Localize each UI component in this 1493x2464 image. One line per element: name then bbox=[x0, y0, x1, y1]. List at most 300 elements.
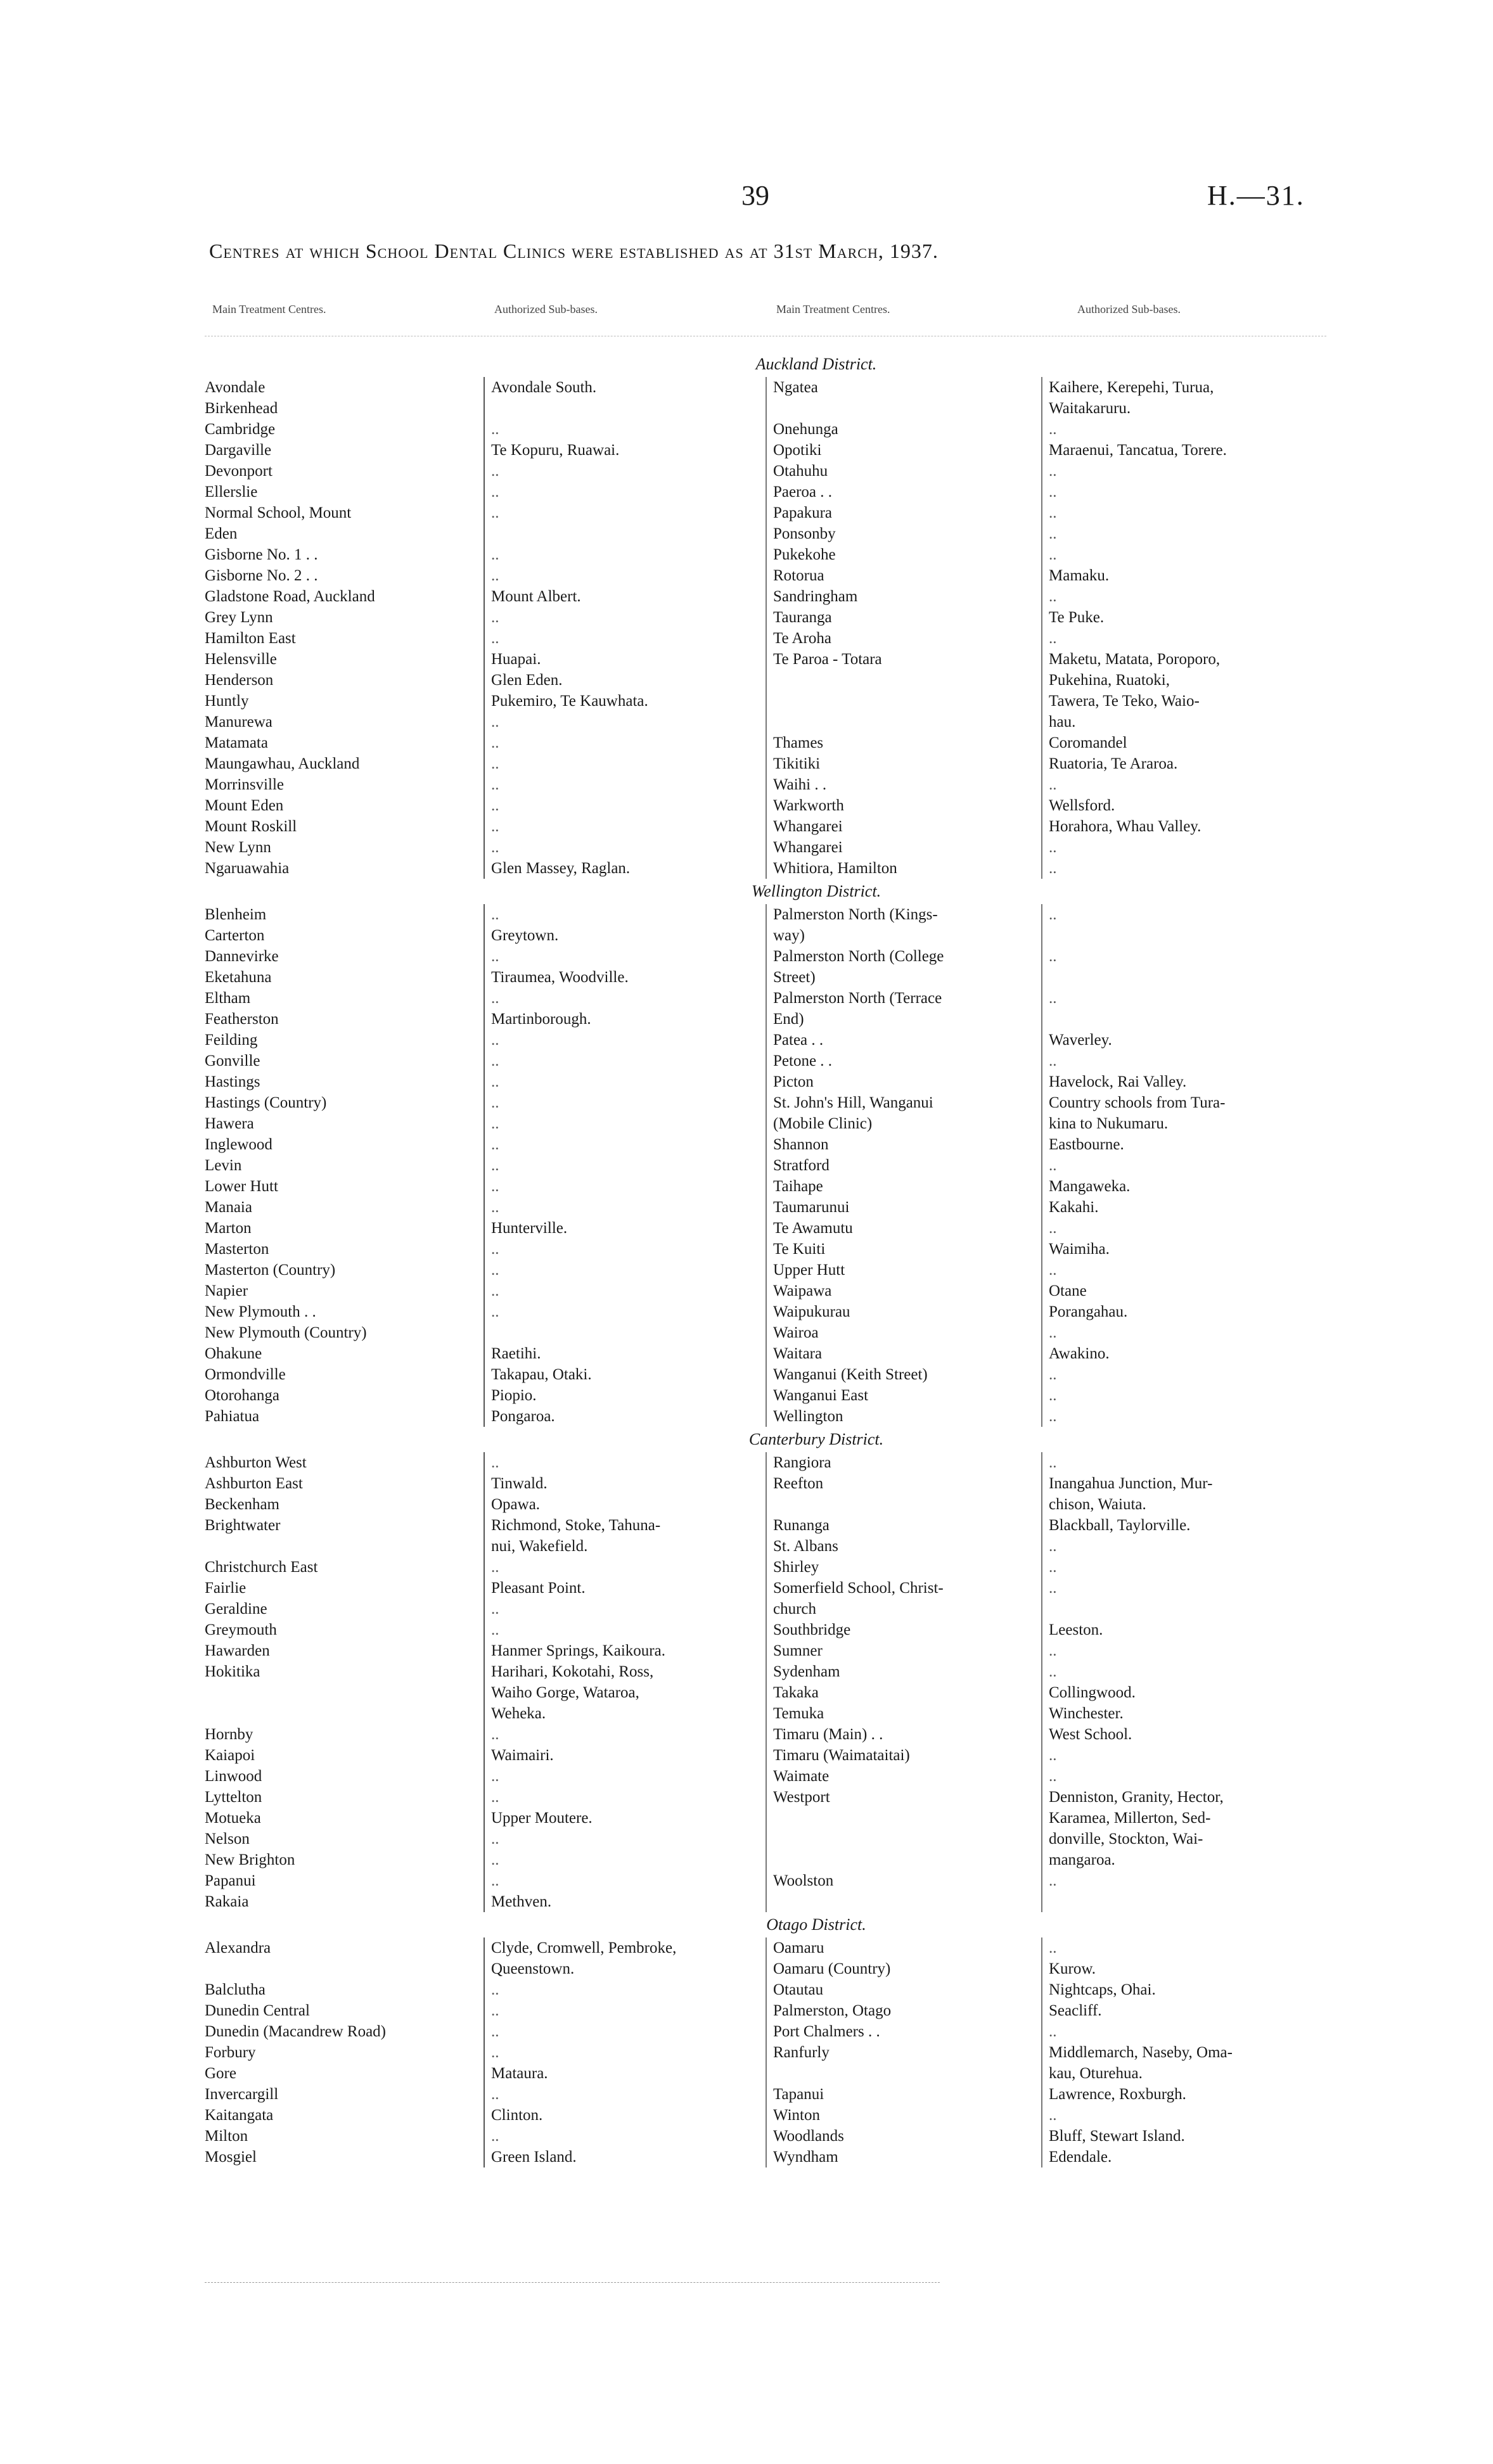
sub-base-cell: .. bbox=[484, 1280, 766, 1301]
table-row bbox=[205, 691, 1326, 712]
main-centre-cell: New Brighton bbox=[205, 1851, 295, 1868]
sub-base-cell: Karamea, Millerton, Sed- bbox=[1041, 1808, 1326, 1829]
sub-base-cell: .. bbox=[1041, 1661, 1326, 1682]
sub-base-cell: Harihari, Kokotahi, Ross, bbox=[484, 1661, 766, 1682]
main-centre-cell: Eltham bbox=[205, 990, 251, 1007]
main-centre-cell: Papanui bbox=[205, 1872, 256, 1889]
bottom-divider bbox=[205, 2282, 940, 2283]
sub-base-cell: .. bbox=[1041, 1557, 1326, 1578]
table-row bbox=[205, 1682, 1326, 1703]
sub-base-cell: .. bbox=[1041, 904, 1326, 925]
sub-base-cell: .. bbox=[484, 1050, 766, 1071]
sub-base-cell: .. bbox=[484, 2042, 766, 2063]
sub-base-cell: .. bbox=[1041, 1406, 1326, 1427]
sub-base-cell: .. bbox=[1041, 1364, 1326, 1385]
sub-base-cell: .. bbox=[1041, 461, 1326, 482]
main-centre-cell: Hastings bbox=[205, 1073, 260, 1090]
sub-base-cell: Edendale. bbox=[1041, 2147, 1326, 2167]
main-centre-cell: Masterton bbox=[205, 1241, 269, 1258]
sub-base-cell: Methven. bbox=[484, 1891, 766, 1912]
table-row bbox=[205, 1239, 1326, 1260]
main-centre-cell bbox=[766, 670, 1041, 691]
sub-base-cell: Ruatoria, Te Araroa. bbox=[1041, 753, 1326, 774]
main-centre-cell: Petone . . bbox=[766, 1050, 1041, 1071]
main-centre-cell: Kaitangata bbox=[205, 2107, 274, 2124]
main-centre-cell bbox=[766, 1494, 1041, 1515]
sub-base-cell: .. bbox=[484, 461, 766, 482]
sub-base-cell: .. bbox=[1041, 946, 1326, 967]
main-centre-cell: Ponsonby bbox=[766, 523, 1041, 544]
main-centre-cell: Brightwater bbox=[205, 1517, 281, 1534]
table-row bbox=[205, 1009, 1326, 1030]
sub-base-cell: .. bbox=[484, 2084, 766, 2105]
table-row bbox=[205, 1870, 1326, 1891]
main-centre-cell: Whitiora, Hamilton bbox=[766, 858, 1041, 879]
sub-base-cell: Greytown. bbox=[484, 925, 766, 946]
main-centre-cell: Palmerston North (College bbox=[766, 946, 1041, 967]
sub-base-cell: .. bbox=[1041, 544, 1326, 565]
table-row bbox=[205, 1958, 1326, 1979]
table-row bbox=[205, 1787, 1326, 1808]
main-centre-cell: Greymouth bbox=[205, 1621, 277, 1638]
sub-base-cell: .. bbox=[1041, 1218, 1326, 1239]
table-row bbox=[205, 1599, 1326, 1619]
sub-base-cell: Kakahi. bbox=[1041, 1197, 1326, 1218]
sub-base-cell: .. bbox=[484, 565, 766, 586]
main-centre-cell: End) bbox=[766, 1009, 1041, 1030]
table-row bbox=[205, 1979, 1326, 2000]
sub-base-cell: .. bbox=[1041, 1536, 1326, 1557]
main-centre-cell: Papakura bbox=[766, 502, 1041, 523]
main-centre-cell: Balclutha bbox=[205, 1981, 266, 1998]
page-number: 39 bbox=[741, 180, 769, 211]
main-centre-cell: Tauranga bbox=[766, 607, 1041, 628]
main-centre-cell: Ormondville bbox=[205, 1366, 286, 1383]
main-centre-cell: Blenheim bbox=[205, 906, 267, 923]
main-centre-cell: Ngaruawahia bbox=[205, 860, 290, 877]
main-centre-cell: Manurewa bbox=[205, 713, 272, 731]
main-centre-cell: Geraldine bbox=[205, 1600, 267, 1618]
main-centre-cell: Normal School, Mount bbox=[205, 504, 352, 521]
main-centre-cell: Gisborne No. 2 . . bbox=[205, 567, 318, 584]
sub-base-cell: Middlemarch, Naseby, Oma- bbox=[1041, 2042, 1326, 2063]
sub-base-cell: .. bbox=[1041, 502, 1326, 523]
main-centre-cell: New Plymouth . . bbox=[205, 1303, 316, 1320]
sub-base-cell: Weheka. bbox=[484, 1703, 766, 1724]
sub-base-cell: Upper Moutere. bbox=[484, 1808, 766, 1829]
main-centre-cell: Inglewood bbox=[205, 1136, 272, 1153]
sub-base-cell: Clyde, Cromwell, Pembroke, bbox=[484, 1937, 766, 1958]
sub-base-cell: Inangahua Junction, Mur- bbox=[1041, 1473, 1326, 1494]
table-row bbox=[205, 419, 1326, 440]
col-header-main-2: Main Treatment Centres. bbox=[776, 303, 890, 316]
table-row bbox=[205, 1891, 1326, 1912]
sub-base-cell: .. bbox=[484, 1301, 766, 1322]
sub-base-cell: .. bbox=[1041, 628, 1326, 649]
sub-base-cell: Maketu, Matata, Poroporo, bbox=[1041, 649, 1326, 670]
sub-base-cell: .. bbox=[484, 904, 766, 925]
main-centre-cell: Grey Lynn bbox=[205, 609, 273, 626]
table-row bbox=[205, 1808, 1326, 1829]
main-centre-cell: Motueka bbox=[205, 1810, 261, 1827]
col-header-sub-2: Authorized Sub-bases. bbox=[1077, 303, 1181, 316]
table-row bbox=[205, 1322, 1326, 1343]
main-centre-cell: Takaka bbox=[766, 1682, 1041, 1703]
table-row bbox=[205, 377, 1326, 398]
main-centre-cell: Westport bbox=[766, 1787, 1041, 1808]
main-centre-cell: Maungawhau, Auckland bbox=[205, 755, 360, 772]
sub-base-cell: Te Kopuru, Ruawai. bbox=[484, 440, 766, 461]
main-centre-cell bbox=[766, 1891, 1041, 1912]
table-row bbox=[205, 904, 1326, 925]
sub-base-cell: Pongaroa. bbox=[484, 1406, 766, 1427]
table-row bbox=[205, 1829, 1326, 1849]
main-centre-cell: Ohakune bbox=[205, 1345, 262, 1362]
main-centre-cell: Palmerston North (Kings- bbox=[766, 904, 1041, 925]
main-centre-cell: Taumarunui bbox=[766, 1197, 1041, 1218]
main-centre-cell: Eden bbox=[205, 525, 238, 542]
sub-base-cell: Opawa. bbox=[484, 1494, 766, 1515]
table-row bbox=[205, 2147, 1326, 2167]
sub-base-cell: .. bbox=[484, 1979, 766, 2000]
table-row bbox=[205, 2042, 1326, 2063]
main-centre-cell: Timaru (Main) . . bbox=[766, 1724, 1041, 1745]
sub-base-cell bbox=[1041, 1891, 1326, 1912]
main-centre-cell: Te Kuiti bbox=[766, 1239, 1041, 1260]
main-centre-cell: St. John's Hill, Wanganui bbox=[766, 1092, 1041, 1113]
sub-base-cell: Hanmer Springs, Kaikoura. bbox=[484, 1640, 766, 1661]
table-row bbox=[205, 1703, 1326, 1724]
sub-base-cell: Wellsford. bbox=[1041, 795, 1326, 816]
table-row bbox=[205, 1619, 1326, 1640]
main-centre-cell: way) bbox=[766, 925, 1041, 946]
district-heading: Wellington District. bbox=[751, 882, 881, 900]
main-centre-cell bbox=[205, 1703, 484, 1724]
district-heading: Auckland District. bbox=[755, 355, 877, 373]
main-centre-cell: (Mobile Clinic) bbox=[766, 1113, 1041, 1134]
main-centre-cell: Dunedin (Macandrew Road) bbox=[205, 2023, 387, 2040]
sub-base-cell: Collingwood. bbox=[1041, 1682, 1326, 1703]
main-centre-cell: Rotorua bbox=[766, 565, 1041, 586]
table-row bbox=[205, 1176, 1326, 1197]
main-centre-cell: Hokitika bbox=[205, 1663, 260, 1680]
table-row bbox=[205, 1661, 1326, 1682]
sub-base-cell: Tinwald. bbox=[484, 1473, 766, 1494]
sub-base-cell: hau. bbox=[1041, 712, 1326, 732]
table-row bbox=[205, 544, 1326, 565]
sub-base-cell: Mount Albert. bbox=[484, 586, 766, 607]
main-centre-cell: Marton bbox=[205, 1220, 252, 1237]
sub-base-cell: West School. bbox=[1041, 1724, 1326, 1745]
sub-base-cell: Mangaweka. bbox=[1041, 1176, 1326, 1197]
sub-base-cell: Te Puke. bbox=[1041, 607, 1326, 628]
table-row bbox=[205, 1640, 1326, 1661]
table-row bbox=[205, 502, 1326, 523]
table-row bbox=[205, 2000, 1326, 2021]
sub-base-cell: .. bbox=[1041, 1766, 1326, 1787]
main-centre-cell: Onehunga bbox=[766, 419, 1041, 440]
main-centre-cell: Hornby bbox=[205, 1726, 253, 1743]
main-centre-cell bbox=[766, 2063, 1041, 2084]
sub-base-cell: Clinton. bbox=[484, 2105, 766, 2126]
main-centre-cell: Otautau bbox=[766, 1979, 1041, 2000]
table-row bbox=[205, 753, 1326, 774]
sub-base-cell: Havelock, Rai Valley. bbox=[1041, 1071, 1326, 1092]
sub-base-cell: .. bbox=[484, 1619, 766, 1640]
main-centre-cell: Christchurch East bbox=[205, 1559, 318, 1576]
main-centre-cell: Street) bbox=[766, 967, 1041, 988]
sub-base-cell: .. bbox=[1041, 1260, 1326, 1280]
main-centre-cell: Winton bbox=[766, 2105, 1041, 2126]
main-centre-cell: Manaia bbox=[205, 1199, 252, 1216]
main-centre-cell: Tapanui bbox=[766, 2084, 1041, 2105]
table-row bbox=[205, 2126, 1326, 2147]
sub-base-cell: Eastbourne. bbox=[1041, 1134, 1326, 1155]
sub-base-cell bbox=[1041, 1009, 1326, 1030]
table-row bbox=[205, 946, 1326, 967]
table-row bbox=[205, 1301, 1326, 1322]
main-centre-cell: Warkworth bbox=[766, 795, 1041, 816]
sub-base-cell: .. bbox=[484, 1134, 766, 1155]
main-centre-cell: Levin bbox=[205, 1157, 242, 1174]
sub-base-cell: .. bbox=[484, 1071, 766, 1092]
sub-base-cell: .. bbox=[484, 419, 766, 440]
sub-base-cell: Seacliff. bbox=[1041, 2000, 1326, 2021]
main-centre-cell: Ngatea bbox=[766, 377, 1041, 398]
sub-base-cell: Otane bbox=[1041, 1280, 1326, 1301]
sub-base-cell: .. bbox=[484, 628, 766, 649]
main-centre-cell: New Plymouth (Country) bbox=[205, 1324, 367, 1341]
main-centre-cell: Whangarei bbox=[766, 837, 1041, 858]
main-centre-cell: Whangarei bbox=[766, 816, 1041, 837]
sub-base-cell: Hunterville. bbox=[484, 1218, 766, 1239]
main-centre-cell: Hamilton East bbox=[205, 630, 296, 647]
main-centre-cell: Shirley bbox=[766, 1557, 1041, 1578]
main-centre-cell: Waipawa bbox=[766, 1280, 1041, 1301]
main-centre-cell: Shannon bbox=[766, 1134, 1041, 1155]
main-centre-cell: Thames bbox=[766, 732, 1041, 753]
sub-base-cell: .. bbox=[484, 1787, 766, 1808]
sub-base-cell: .. bbox=[484, 946, 766, 967]
document-reference: H.—31. bbox=[1207, 180, 1305, 211]
sub-base-cell: .. bbox=[484, 2000, 766, 2021]
table-row bbox=[205, 774, 1326, 795]
sub-base-cell: .. bbox=[484, 2021, 766, 2042]
sub-base-cell: .. bbox=[1041, 1452, 1326, 1473]
main-centre-cell: Palmerston North (Terrace bbox=[766, 988, 1041, 1009]
main-centre-cell: Alexandra bbox=[205, 1939, 271, 1957]
main-centre-cell: Timaru (Waimataitai) bbox=[766, 1745, 1041, 1766]
main-centre-cell: Waimate bbox=[766, 1766, 1041, 1787]
table-row bbox=[205, 482, 1326, 502]
sub-base-cell: nui, Wakefield. bbox=[484, 1536, 766, 1557]
table-row bbox=[205, 1473, 1326, 1494]
table-row bbox=[205, 795, 1326, 816]
sub-base-cell: kau, Oturehua. bbox=[1041, 2063, 1326, 2084]
sub-base-cell: Glen Massey, Raglan. bbox=[484, 858, 766, 879]
sub-base-cell: Kaihere, Kerepehi, Turua, bbox=[1041, 377, 1326, 398]
main-centre-cell: Lyttelton bbox=[205, 1789, 262, 1806]
sub-base-cell: Waimairi. bbox=[484, 1745, 766, 1766]
sub-base-cell: .. bbox=[484, 795, 766, 816]
table-row bbox=[205, 1071, 1326, 1092]
main-centre-cell: Gonville bbox=[205, 1052, 260, 1069]
main-centre-cell: church bbox=[766, 1599, 1041, 1619]
table-row bbox=[205, 837, 1326, 858]
sub-base-cell: .. bbox=[484, 1113, 766, 1134]
sub-base-cell: Winchester. bbox=[1041, 1703, 1326, 1724]
sub-base-cell: .. bbox=[484, 732, 766, 753]
sub-base-cell: .. bbox=[484, 1829, 766, 1849]
table-row bbox=[205, 461, 1326, 482]
main-centre-cell: New Lynn bbox=[205, 839, 271, 856]
main-centre-cell: Gore bbox=[205, 2065, 236, 2082]
main-centre-cell: Morrinsville bbox=[205, 776, 284, 793]
table-row bbox=[205, 1030, 1326, 1050]
table-row bbox=[205, 967, 1326, 988]
sub-base-cell bbox=[1041, 925, 1326, 946]
main-centre-cell: Taihape bbox=[766, 1176, 1041, 1197]
main-centre-cell: Stratford bbox=[766, 1155, 1041, 1176]
sub-base-cell: Coromandel bbox=[1041, 732, 1326, 753]
main-centre-cell: Wairoa bbox=[766, 1322, 1041, 1343]
sub-base-cell: kina to Nukumaru. bbox=[1041, 1113, 1326, 1134]
table-row bbox=[205, 1724, 1326, 1745]
main-centre-cell: Gisborne No. 1 . . bbox=[205, 546, 318, 563]
sub-base-cell: Huapai. bbox=[484, 649, 766, 670]
main-centre-cell: Mount Eden bbox=[205, 797, 284, 814]
main-centre-cell: Woolston bbox=[766, 1870, 1041, 1891]
main-centre-cell: Southbridge bbox=[766, 1619, 1041, 1640]
main-centre-cell: Wanganui (Keith Street) bbox=[766, 1364, 1041, 1385]
sub-base-cell: .. bbox=[1041, 1578, 1326, 1599]
sub-base-cell: Tiraumea, Woodville. bbox=[484, 967, 766, 988]
sub-base-cell: .. bbox=[1041, 774, 1326, 795]
main-centre-cell: Waihi . . bbox=[766, 774, 1041, 795]
sub-base-cell: Kurow. bbox=[1041, 1958, 1326, 1979]
sub-base-cell: .. bbox=[1041, 1322, 1326, 1343]
sub-base-cell: .. bbox=[1041, 419, 1326, 440]
sub-base-cell: .. bbox=[1041, 1385, 1326, 1406]
table-row bbox=[205, 2021, 1326, 2042]
main-centre-cell: Birkenhead bbox=[205, 400, 278, 417]
main-centre-cell: Port Chalmers . . bbox=[766, 2021, 1041, 2042]
table-row bbox=[205, 1557, 1326, 1578]
main-centre-cell bbox=[205, 1536, 484, 1557]
table-row bbox=[205, 1745, 1326, 1766]
sub-base-cell: .. bbox=[484, 1260, 766, 1280]
sub-base-cell: Pleasant Point. bbox=[484, 1578, 766, 1599]
sub-base-cell: .. bbox=[1041, 1155, 1326, 1176]
main-centre-cell: Henderson bbox=[205, 672, 274, 689]
main-centre-cell: Palmerston, Otago bbox=[766, 2000, 1041, 2021]
sub-base-cell: .. bbox=[484, 988, 766, 1009]
table-row bbox=[205, 925, 1326, 946]
main-centre-cell: Devonport bbox=[205, 463, 272, 480]
clinic-table bbox=[205, 352, 1326, 2167]
sub-base-cell: Waitakaruru. bbox=[1041, 398, 1326, 419]
sub-base-cell: Leeston. bbox=[1041, 1619, 1326, 1640]
table-row bbox=[205, 732, 1326, 753]
main-centre-cell: Oamaru bbox=[766, 1937, 1041, 1958]
main-centre-cell: Rakaia bbox=[205, 1893, 249, 1910]
main-centre-cell: Eketahuna bbox=[205, 969, 272, 986]
main-centre-cell: Otahuhu bbox=[766, 461, 1041, 482]
main-centre-cell: Ellerslie bbox=[205, 483, 258, 501]
table-row bbox=[205, 398, 1326, 419]
sub-base-cell: Green Island. bbox=[484, 2147, 766, 2167]
district-heading: Canterbury District. bbox=[748, 1430, 884, 1448]
table-row bbox=[205, 440, 1326, 461]
sub-base-cell: .. bbox=[1041, 1745, 1326, 1766]
sub-base-cell: Tawera, Te Teko, Waio- bbox=[1041, 691, 1326, 712]
sub-base-cell: Country schools from Tura- bbox=[1041, 1092, 1326, 1113]
main-centre-cell: Matamata bbox=[205, 734, 268, 751]
main-centre-cell: Napier bbox=[205, 1282, 248, 1299]
table-row bbox=[205, 1494, 1326, 1515]
sub-base-cell: Bluff, Stewart Island. bbox=[1041, 2126, 1326, 2147]
main-centre-cell: Mount Roskill bbox=[205, 818, 297, 835]
district-heading: Otago District. bbox=[766, 1915, 866, 1934]
sub-base-cell: Blackball, Taylorville. bbox=[1041, 1515, 1326, 1536]
main-centre-cell: Feilding bbox=[205, 1031, 258, 1049]
sub-base-cell: .. bbox=[1041, 1937, 1326, 1958]
main-centre-cell: Somerfield School, Christ- bbox=[766, 1578, 1041, 1599]
table-row bbox=[205, 670, 1326, 691]
sub-base-cell: .. bbox=[1041, 1640, 1326, 1661]
table-row bbox=[205, 1280, 1326, 1301]
main-centre-cell: Reefton bbox=[766, 1473, 1041, 1494]
sub-base-cell: Mamaku. bbox=[1041, 565, 1326, 586]
table-row bbox=[205, 1578, 1326, 1599]
main-centre-cell: Pahiatua bbox=[205, 1408, 260, 1425]
sub-base-cell: Maraenui, Tancatua, Torere. bbox=[1041, 440, 1326, 461]
main-centre-cell: Mosgiel bbox=[205, 2148, 257, 2166]
main-centre-cell: Nelson bbox=[205, 1830, 250, 1848]
main-centre-cell: Featherston bbox=[205, 1011, 279, 1028]
table-row bbox=[205, 1155, 1326, 1176]
main-centre-cell bbox=[205, 1958, 484, 1979]
table-row bbox=[205, 1343, 1326, 1364]
sub-base-cell: Pukehina, Ruatoki, bbox=[1041, 670, 1326, 691]
sub-base-cell: .. bbox=[484, 753, 766, 774]
main-centre-cell: Wanganui East bbox=[766, 1385, 1041, 1406]
table-row bbox=[205, 523, 1326, 544]
sub-base-cell bbox=[1041, 967, 1326, 988]
sub-base-cell: .. bbox=[484, 1724, 766, 1745]
table-row bbox=[205, 565, 1326, 586]
main-centre-cell: Linwood bbox=[205, 1768, 262, 1785]
main-centre-cell: Sydenham bbox=[766, 1661, 1041, 1682]
main-centre-cell: Forbury bbox=[205, 2044, 256, 2061]
sub-base-cell: .. bbox=[1041, 523, 1326, 544]
table-row bbox=[205, 607, 1326, 628]
main-centre-cell: Ashburton West bbox=[205, 1454, 307, 1471]
sub-base-cell: .. bbox=[1041, 1870, 1326, 1891]
table-row bbox=[205, 1515, 1326, 1536]
main-centre-cell: Rangiora bbox=[766, 1452, 1041, 1473]
table-row bbox=[205, 649, 1326, 670]
sub-base-cell: Horahora, Whau Valley. bbox=[1041, 816, 1326, 837]
main-centre-cell bbox=[766, 1849, 1041, 1870]
main-centre-cell: Upper Hutt bbox=[766, 1260, 1041, 1280]
sub-base-cell: Lawrence, Roxburgh. bbox=[1041, 2084, 1326, 2105]
main-centre-cell: Carterton bbox=[205, 927, 265, 944]
sub-base-cell: Awakino. bbox=[1041, 1343, 1326, 1364]
sub-base-cell: .. bbox=[484, 1239, 766, 1260]
main-centre-cell: Woodlands bbox=[766, 2126, 1041, 2147]
main-centre-cell: Gladstone Road, Auckland bbox=[205, 588, 375, 605]
